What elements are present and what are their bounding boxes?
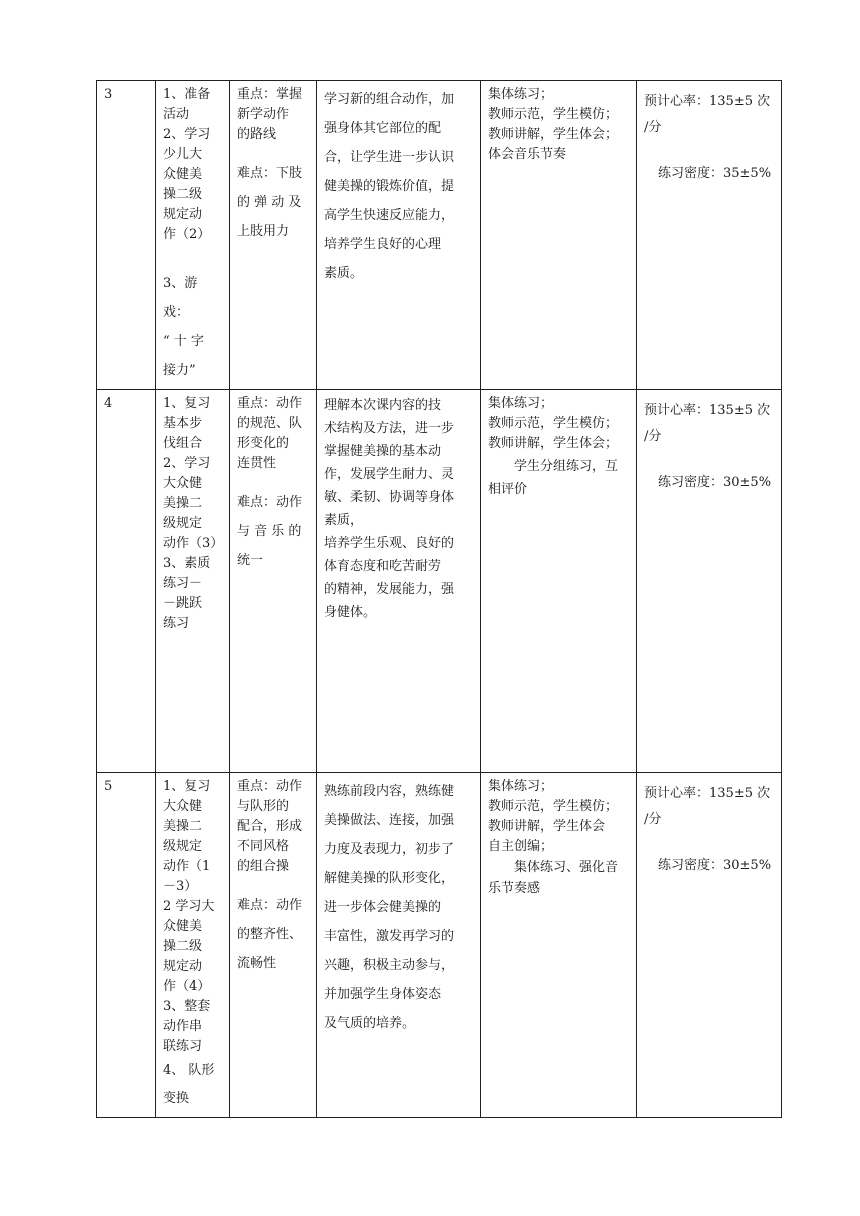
key-point: 不同风格 xyxy=(237,839,290,854)
lesson-number: 5 xyxy=(97,773,156,1118)
method-line: 学生分组练习，互 xyxy=(514,459,619,474)
key-point: 的组合操 xyxy=(237,859,290,874)
method-line: 集体练习； xyxy=(488,87,554,102)
focus-cell xyxy=(230,773,317,1118)
key-point: 的路线 xyxy=(237,127,277,142)
key-point: 连贯性 xyxy=(237,456,277,471)
content-line: 美操二 xyxy=(163,496,203,511)
content-line: 3、游戏： xyxy=(163,276,198,320)
exercise-density: 练习密度：30±5% xyxy=(658,475,772,490)
goal-line: 解健美操的队形变化， xyxy=(324,871,455,886)
content-line: 活动 xyxy=(163,107,190,122)
key-point: 重点：动作 xyxy=(237,396,303,411)
goal-line: 素质。 xyxy=(324,266,364,281)
goal-cell xyxy=(317,773,481,1118)
content-line: 接力” xyxy=(163,363,196,378)
load-cell xyxy=(637,390,782,773)
method-line: 集体练习、强化音 xyxy=(514,860,619,875)
method-cell xyxy=(481,773,637,1118)
content-line: 2、学习 xyxy=(163,456,211,471)
content-line: 规定动 xyxy=(163,959,203,974)
content-line: 3、素质 xyxy=(163,556,211,571)
content-line: 众健美 xyxy=(163,919,203,934)
content-line: 1、复习 xyxy=(163,779,211,794)
difficulty: 难点：动作 xyxy=(237,898,303,913)
method-line: 教师示范，学生模仿； xyxy=(488,107,619,122)
goal-line: 的精神，发展能力，强 xyxy=(324,582,455,597)
goal-line: 并加强学生身体姿态 xyxy=(324,987,442,1002)
content-line: 动作串 xyxy=(163,1019,203,1034)
content-line: 2 学习大 xyxy=(163,899,215,914)
table-row xyxy=(97,773,782,1118)
content-line: －跳跃 xyxy=(163,596,203,611)
content-line: 3、整套 xyxy=(163,999,211,1014)
goal-line: 掌握健美操的基本动 xyxy=(324,444,442,459)
goal-line: 体育态度和吃苦耐劳 xyxy=(324,559,442,574)
content-line: 2、学习 xyxy=(163,127,211,142)
goal-line: 素质， xyxy=(324,513,364,528)
content-line: 操二级 xyxy=(163,939,203,954)
goal-line: 理解本次课内容的技 xyxy=(324,398,442,413)
exercise-density: 练习密度：35±5% xyxy=(658,166,772,181)
content-line: －3） xyxy=(163,879,198,894)
difficulty: 难点：下肢 xyxy=(237,166,303,181)
method-line: 教师讲解，学生体会； xyxy=(488,127,619,142)
goal-line: 敏、柔韧、协调等身体 xyxy=(324,490,455,505)
heart-rate: 预计心率：135±5 次 xyxy=(644,786,771,801)
key-point: 新学动作 xyxy=(237,107,290,122)
content-cell xyxy=(156,390,230,773)
exercise-density: 练习密度：30±5% xyxy=(658,858,772,873)
goal-line: 进一步体会健美操的 xyxy=(324,900,442,915)
content-line: 规定动 xyxy=(163,207,203,222)
content-line: 1、准备 xyxy=(163,87,211,102)
load-cell xyxy=(637,81,782,390)
method-line: 教师示范，学生模仿； xyxy=(488,799,619,814)
difficulty: 难点：动作 xyxy=(237,495,303,510)
method-line: 集体练习； xyxy=(488,779,554,794)
method-line: 相评价 xyxy=(488,482,528,497)
key-point: 重点：动作 xyxy=(237,779,303,794)
content-line: 众健美 xyxy=(163,167,203,182)
goal-line: 健美操的锻炼价值，提 xyxy=(324,179,455,194)
method-line: 教师示范，学生模仿； xyxy=(488,416,619,431)
method-cell xyxy=(481,390,637,773)
goal-line: 丰富性，激发再学习的 xyxy=(324,929,455,944)
method-line: 教师讲解，学生体会； xyxy=(488,436,619,451)
content-cell xyxy=(156,773,230,1118)
key-point: 配合，形成 xyxy=(237,819,303,834)
lesson-plan-table xyxy=(96,80,782,1118)
content-line: 基本步 xyxy=(163,416,203,431)
goal-line: 学习新的组合动作，加 xyxy=(324,92,455,107)
goal-line: 美操做法、连接，加强 xyxy=(324,813,455,828)
goal-cell xyxy=(317,81,481,390)
key-point: 重点：掌握 xyxy=(237,87,303,102)
content-line: 少儿大 xyxy=(163,147,203,162)
content-line: 作（4） xyxy=(163,979,211,994)
load-cell xyxy=(637,773,782,1118)
goal-line: 身健体。 xyxy=(324,605,377,620)
content-line: 大众健 xyxy=(163,476,203,491)
content-line: 4、 队形 xyxy=(163,1063,215,1078)
method-line: 体会音乐节奏 xyxy=(488,147,567,162)
method-line: 自主创编； xyxy=(488,839,554,854)
heart-rate: 预计心率：135±5 次 xyxy=(644,94,771,109)
goal-cell xyxy=(317,390,481,773)
heart-rate: 预计心率：135±5 次 xyxy=(644,403,771,418)
content-line: 美操二 xyxy=(163,819,203,834)
method-line: 乐节奏感 xyxy=(488,881,541,896)
difficulty: 的整齐性、 xyxy=(237,927,303,942)
content-line: 动作（3） xyxy=(163,536,224,551)
method-line: 集体练习； xyxy=(488,396,554,411)
focus-cell xyxy=(230,390,317,773)
table-row xyxy=(97,81,782,390)
difficulty: 与 音 乐 的 xyxy=(237,524,302,539)
goal-line: 作，发展学生耐力、灵 xyxy=(324,467,455,482)
goal-line: 熟练前段内容，熟练健 xyxy=(324,784,455,799)
key-point: 的规范、队 xyxy=(237,416,303,431)
content-line: 作（2） xyxy=(163,227,211,242)
lesson-number: 3 xyxy=(97,81,156,390)
focus-cell xyxy=(230,81,317,390)
goal-line: 强身体其它部位的配 xyxy=(324,121,442,136)
goal-line: 高学生快速反应能力， xyxy=(324,208,455,223)
content-line: 1、复习 xyxy=(163,396,211,411)
difficulty: 流畅性 xyxy=(237,956,277,971)
lesson-number: 4 xyxy=(97,390,156,773)
content-line: 变换 xyxy=(163,1091,190,1106)
difficulty: 统一 xyxy=(237,553,264,568)
heart-rate-unit: /分 xyxy=(644,429,662,444)
content-line: 伐组合 xyxy=(163,436,203,451)
goal-line: 力度及表现力，初步了 xyxy=(324,842,455,857)
table-row xyxy=(97,390,782,773)
content-line: 动作（1 xyxy=(163,859,211,874)
content-line: 级规定 xyxy=(163,516,203,531)
content-line: “ 十 字 xyxy=(163,334,204,349)
content-line: 级规定 xyxy=(163,839,203,854)
content-cell xyxy=(156,81,230,390)
heart-rate-unit: /分 xyxy=(644,120,662,135)
key-point: 与队形的 xyxy=(237,799,290,814)
content-line: 大众健 xyxy=(163,799,203,814)
method-cell xyxy=(481,81,637,390)
content-line: 操二级 xyxy=(163,187,203,202)
goal-line: 合，让学生进一步认识 xyxy=(324,150,455,165)
difficulty: 的 弹 动 及 xyxy=(237,195,302,210)
goal-line: 及气质的培养。 xyxy=(324,1016,416,1031)
content-line: 练习－ xyxy=(163,576,203,591)
key-point: 形变化的 xyxy=(237,436,290,451)
goal-line: 术结构及方法，进一步 xyxy=(324,421,455,436)
content-line: 联练习 xyxy=(163,1039,203,1054)
goal-line: 兴趣，积极主动参与， xyxy=(324,958,455,973)
heart-rate-unit: /分 xyxy=(644,812,662,827)
difficulty: 上肢用力 xyxy=(237,224,290,239)
method-line: 教师讲解，学生体会 xyxy=(488,819,606,834)
goal-line: 培养学生良好的心理 xyxy=(324,237,442,252)
content-line: 练习 xyxy=(163,616,190,631)
goal-line: 培养学生乐观、良好的 xyxy=(324,536,455,551)
